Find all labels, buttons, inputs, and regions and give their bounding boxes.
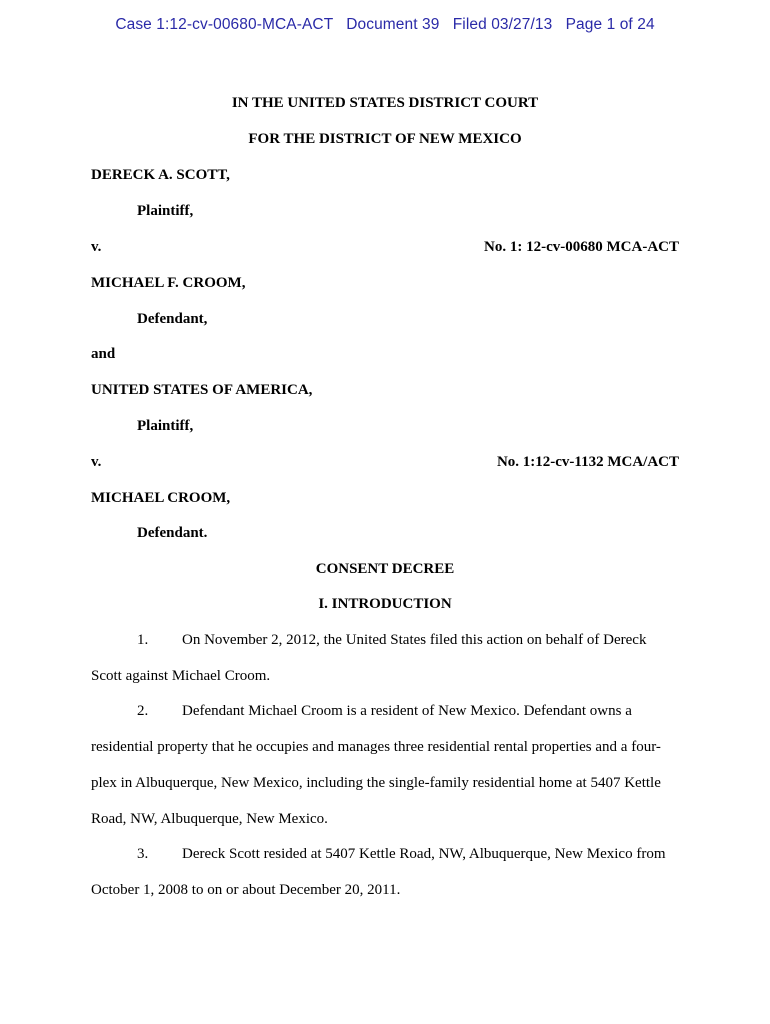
paragraph-number: 3. [137, 846, 149, 862]
caption-party-scott: DERECK A. SCOTT, [91, 167, 230, 183]
caption-role-defendant-1: Defendant, [137, 311, 208, 327]
paragraph-1-line-1: 1. On November 2, 2012, the United States filed this action on behalf of Dereck [91, 631, 681, 649]
case-number-1: No. 1: 12-cv-00680 MCA-ACT [484, 239, 679, 255]
section-heading: I. INTRODUCTION [318, 596, 452, 612]
paragraph-2-line-3: plex in Albuquerque, New Mexico, including the single-family residential home at 5407 Kettle [91, 775, 661, 791]
paragraph-number: 1. [137, 632, 149, 648]
case-number-2: No. 1:12-cv-1132 MCA/ACT [496, 454, 679, 470]
caption-party-croom-f: MICHAEL F. CROOM, [91, 275, 246, 291]
caption-versus-1: v. [91, 239, 102, 255]
paragraph-number: 2. [137, 703, 149, 719]
caption-party-croom: MICHAEL CROOM, [91, 490, 231, 506]
court-district: FOR THE DISTRICT OF NEW MEXICO [248, 131, 522, 147]
paragraph-3-line-1: 3. Dereck Scott resided at 5407 Kettle Road, NW, Albuquerque, New Mexico from [91, 845, 681, 863]
paragraph-1-line-2: Scott against Michael Croom. [91, 668, 271, 684]
caption-role-plaintiff-1: Plaintiff, [137, 203, 194, 219]
caption-role-plaintiff-2: Plaintiff, [137, 418, 194, 434]
paragraph-2-line-4: Road, NW, Albuquerque, New Mexico. [91, 811, 328, 827]
court-name: IN THE UNITED STATES DISTRICT COURT [231, 95, 539, 111]
caption-party-usa: UNITED STATES OF AMERICA, [91, 382, 313, 398]
paragraph-2-line-1: 2. Defendant Michael Croom is a resident of New Mexico. Defendant owns a [91, 702, 681, 720]
caption-role-defendant-2: Defendant. [137, 525, 208, 541]
caption-and: and [91, 346, 116, 362]
paragraph-3-line-2: October 1, 2008 to on or about December 20, 2011. [91, 882, 401, 898]
paragraph-2-line-2: residential property that he occupies and manages three residential rental properties and a four- [91, 739, 661, 755]
caption-versus-2: v. [91, 454, 102, 470]
filing-header-stamp: Case 1:12-cv-00680-MCA-ACT Document 39 Filed 03/27/13 Page 1 of 24 [115, 16, 655, 33]
document-title: CONSENT DECREE [315, 561, 455, 577]
